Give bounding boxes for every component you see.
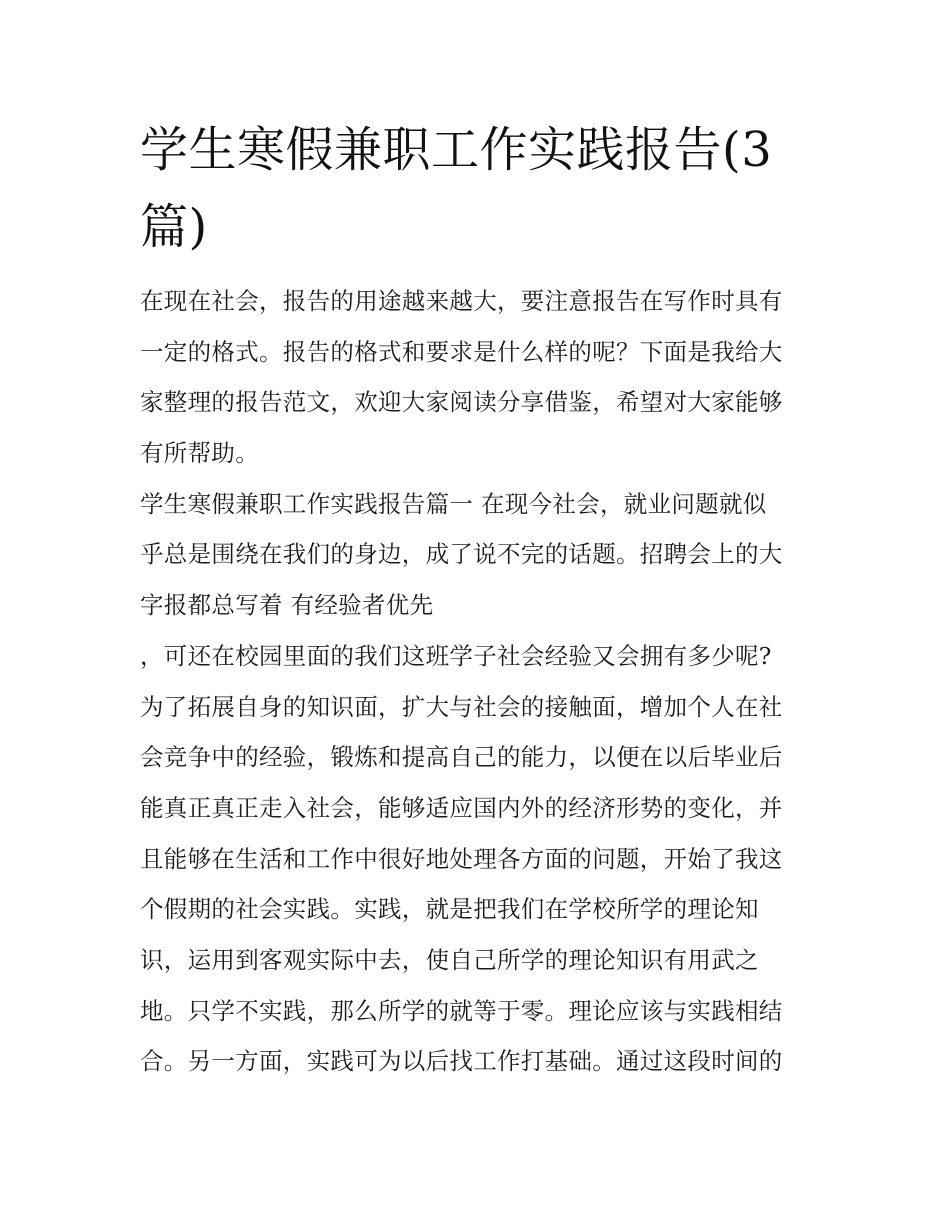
- body-line: 且能够在生活和工作中很好地处理各方面的问题，开始了我这: [140, 844, 783, 873]
- body-line: ，可还在校园里面的我们这班学子社会经验又会拥有多少呢?: [140, 641, 772, 670]
- body-line: 合。另一方面，实践可为以后找工作打基础。通过这段时间的: [140, 1047, 783, 1076]
- body-line: 能真正真正走入社会，能够适应国内外的经济形势的变化，并: [140, 793, 783, 822]
- body-line: 个假期的社会实践。实践，就是把我们在学校所学的理论知: [140, 895, 759, 924]
- body-line: 学生寒假兼职工作实践报告篇一 在现今社会，就业问题就似: [140, 489, 767, 518]
- document-title: [140, 112, 820, 266]
- body-line: 字报都总写着 有经验者优先: [140, 591, 434, 620]
- body-line: 一定的格式。报告的格式和要求是什么样的呢？下面是我给大: [140, 337, 783, 366]
- body-line: 识，运用到客观实际中去，使自己所学的理论知识有用武之: [140, 945, 759, 974]
- body-line: 地。只学不实践，那么所学的就等于零。理论应该与实践相结: [140, 996, 783, 1025]
- body-line: 家整理的报告范文，欢迎大家阅读分享借鉴，希望对大家能够: [140, 388, 783, 417]
- title-line-2: 篇): [140, 199, 208, 255]
- title-line-1: 学生寒假兼职工作实践报告(3: [140, 122, 773, 178]
- body-line: 为了拓展自身的知识面，扩大与社会的接触面，增加个人在社: [140, 692, 783, 721]
- body-line: 乎总是围绕在我们的身边，成了说不完的话题。招聘会上的大: [140, 540, 783, 569]
- document-body: [140, 276, 820, 1087]
- body-line: 在现在社会，报告的用途越来越大，要注意报告在写作时具有: [140, 287, 783, 315]
- body-line: 会竞争中的经验，锻炼和提高自己的能力，以便在以后毕业后: [140, 743, 783, 772]
- body-line: 有所帮助。: [140, 439, 259, 468]
